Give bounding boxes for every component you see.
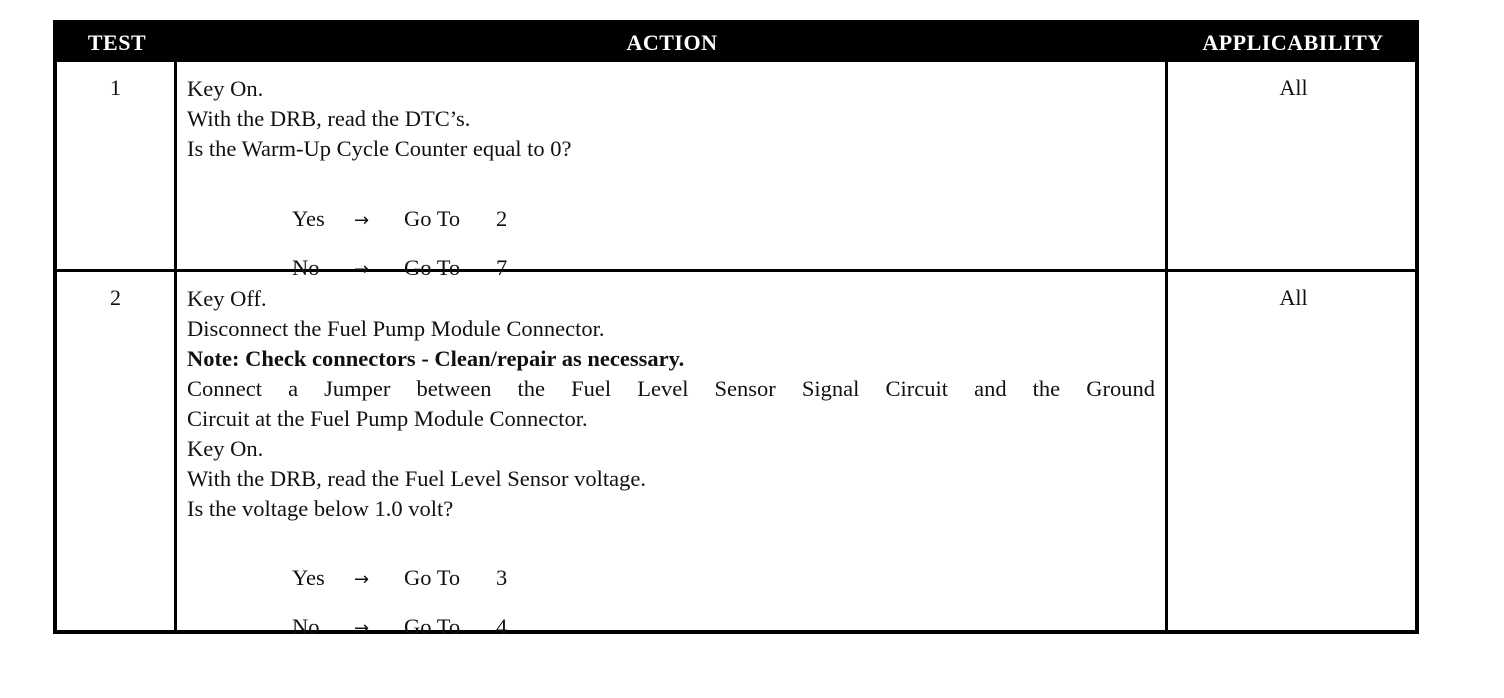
arrow-icon: → — [354, 210, 370, 231]
branch-yes — [292, 204, 507, 236]
branch-target: 7 — [496, 255, 508, 280]
arrow-icon: → — [354, 618, 370, 639]
action-cell — [177, 62, 1167, 280]
test-number: 1 — [57, 62, 177, 269]
branch-no — [292, 612, 507, 644]
branch-target: 3 — [496, 565, 508, 590]
action-line: With the DRB, read the Fuel Level Sensor voltage. — [187, 466, 646, 491]
header-test: TEST — [87, 30, 147, 55]
branch-goto: Go To — [404, 206, 461, 231]
branch-yes — [292, 563, 507, 595]
branch-goto: Go To — [404, 565, 461, 590]
action-line: Key Off. — [187, 286, 267, 311]
branch-goto: Go To — [404, 614, 461, 639]
action-line: With the DRB, read the DTC’s. — [187, 106, 471, 131]
action-line: Is the voltage below 1.0 volt? — [187, 496, 454, 521]
action-note: Note: Check connectors - Clean/repair as necessary. — [187, 346, 685, 371]
action-line: Disconnect the Fuel Pump Module Connector. — [187, 316, 605, 341]
branch-answer: Yes — [292, 565, 325, 590]
branch-answer: No — [292, 255, 320, 280]
branch-answer: Yes — [292, 206, 325, 231]
branch-answer: No — [292, 614, 320, 639]
action-line: Is the Warm-Up Cycle Counter equal to 0? — [187, 136, 572, 161]
header-applicability: APPLICABILITY — [1202, 30, 1384, 55]
action-line: Key On. — [187, 76, 264, 101]
arrow-icon: → — [354, 569, 370, 590]
table-row — [57, 62, 1415, 280]
header-action: ACTION — [626, 30, 718, 55]
branch-goto: Go To — [404, 255, 461, 280]
test-number: 2 — [57, 272, 177, 634]
diagnostic-test-table — [53, 20, 1419, 639]
table-header — [57, 24, 1415, 62]
applicability-cell: All — [1165, 272, 1419, 634]
branch-target: 2 — [496, 206, 508, 231]
action-line: Connect a Jumper between the Fuel Level Sensor Signal Circuit and the Ground — [187, 376, 1155, 401]
action-cell — [177, 272, 1167, 639]
action-line: Circuit at the Fuel Pump Module Connector. — [187, 406, 588, 431]
branch-target: 4 — [496, 614, 508, 639]
table-row — [57, 272, 1415, 639]
arrow-icon: → — [354, 259, 370, 280]
applicability-cell: All — [1165, 62, 1419, 269]
action-line: Key On. — [187, 436, 264, 461]
